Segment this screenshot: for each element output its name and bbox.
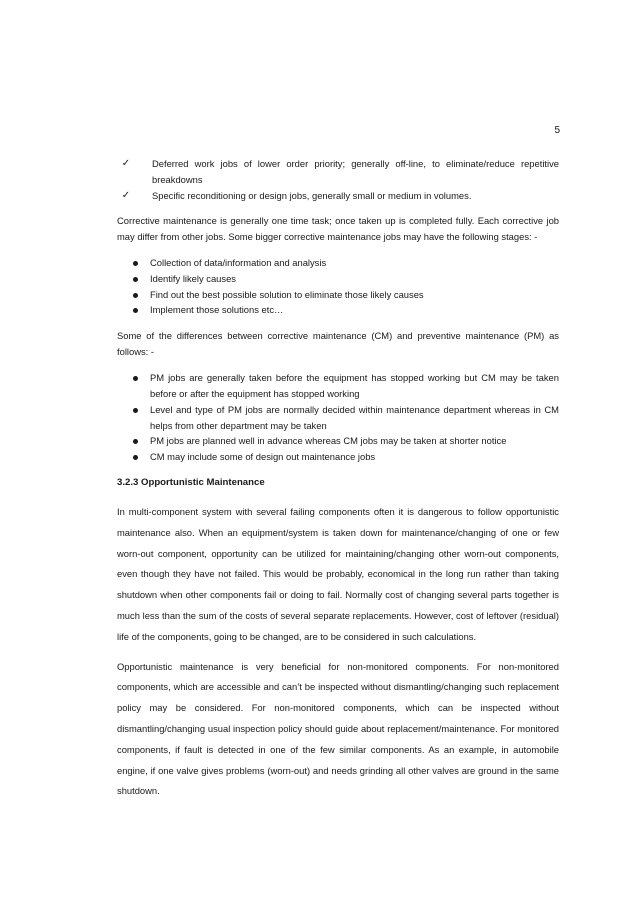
document-body [117,156,559,811]
list-item [131,255,559,271]
checkmark-icon: ✓ [121,158,131,169]
checklist-item-text: Specific reconditioning or design jobs, generally small or medium in volumes. [152,190,472,201]
bullet-icon [133,455,138,460]
list-item [131,370,559,402]
list-item [131,402,559,434]
opportunistic-paragraph-1: In multi-component system with several failing components often it is dangerous to follow opportunistic maintenance also. When an equipment/system is taken down for maintenance/changing of one or few worn-out component, opportunity can be utilized for maintaining/changing other worn-out components, even though they have not failed. This would be probably, economical in the long run rather than taking shutdown when other components fail or doing to fail. Normally cost of changing several parts together is much less than the sum of the costs of several separate replacements. However, cost of leftover (residual) life of the components, going to be changed, are to be considered in such calculations. [117,505,559,642]
list-item-text: PM jobs are generally taken before the equipment has stopped working but CM may be taken before or after the equipment has stopped working [150,372,559,399]
checklist [119,156,559,204]
list-item [131,287,559,303]
bullet-icon [133,277,138,282]
list-item-text: Level and type of PM jobs are normally decided within maintenance department whereas in CM helps from other department may be taken [150,403,559,431]
list-item-text: Collection of data/information and analysis [150,257,327,268]
opportunistic-paragraph-2: Opportunistic maintenance is very beneficial for non-monitored components. For non-monitored components, which are accessible and can’t be inspected without dismantling/changing such replacement policy may be considered. For non-monitored components, which can be inspected without dismantling/changing usual inspection policy should guide about replacement/maintenance. For monitored components, if fault is detected in one of the few similar components. As an example, in automobile engine, if one valve gives problems (worn-out) and needs grinding all other valves are ground in the same shutdown. [117,660,559,797]
stages-list [131,255,559,318]
list-item-text: PM jobs are planned well in advance whereas CM jobs may be taken at shorter notice [150,435,507,447]
bullet-icon [133,308,138,313]
list-item [131,433,559,449]
page-number: 5 [554,125,560,136]
bullet-icon [133,261,138,266]
bullet-icon [133,408,138,413]
list-item [131,302,559,318]
list-item-text: Identify likely causes [150,272,236,284]
checklist-item [119,156,559,188]
bullet-icon [133,293,138,298]
bullet-icon [133,376,138,381]
list-item-text: Find out the best possible solution to eliminate those likely causes [150,288,424,300]
checklist-item [119,188,559,204]
list-item-text: CM may include some of design out maintenance jobs [150,451,376,463]
corrective-intro-paragraph: Corrective maintenance is generally one time task; once taken up is completed fully. Each corrective job may differ from other jobs. Some bigger corrective maintenance jobs may have the following stages: - [117,215,559,242]
checkmark-icon: ✓ [121,190,131,201]
list-item [131,449,559,465]
list-item [131,271,559,287]
checklist-item-text: Deferred work jobs of lower order priority; generally off-line, to eliminate/reduce repetitive breakdowns [152,158,559,185]
differences-intro-paragraph: Some of the differences between corrective maintenance (CM) and preventive maintenance (PM) as follows: - [117,330,559,358]
bullet-icon [133,439,138,444]
list-item-text: Implement those solutions etc… [150,304,284,316]
differences-list [131,370,559,465]
section-heading: 3.2.3 Opportunistic Maintenance [117,476,265,488]
